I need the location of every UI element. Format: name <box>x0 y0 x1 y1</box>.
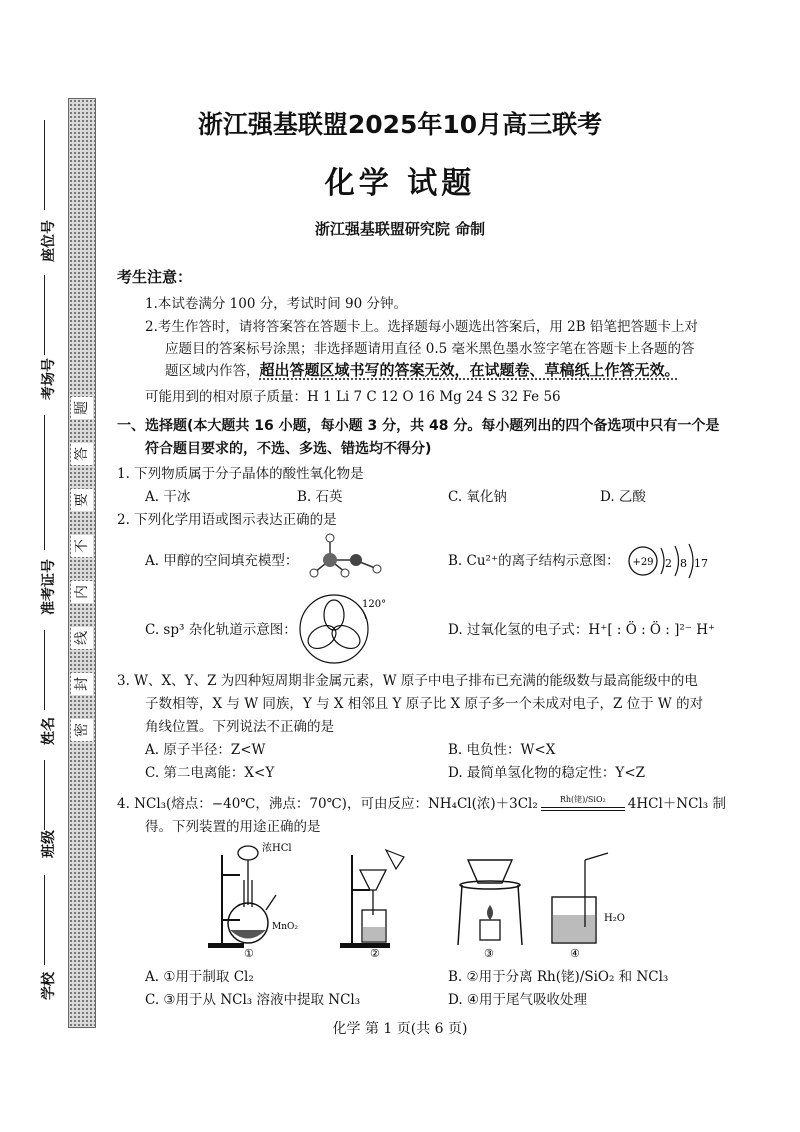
q3-option-d[interactable]: D. 最简单氢化物的稳定性：Y<Z <box>448 765 646 781</box>
q4-reaction-left: 4. NCl₃(熔点：−40℃，沸点：70℃)，可由反应：NH₄Cl(浓)＋3Cl₂ <box>117 796 538 812</box>
q3-stem-line-1: 3. W、X、Y、Z 为四种短周期非金属元素，W 原子中电子排布已充满的能级数与最高能级中的电 <box>117 673 698 689</box>
q1-option-a[interactable]: A. 干冰 <box>145 489 191 505</box>
q4-stem-line-2: 得。下列装置的用途正确的是 <box>145 819 321 835</box>
apparatus-4-absorption <box>552 853 625 960</box>
methanol-model-figure <box>300 530 390 585</box>
binding-char: 线 <box>71 627 93 649</box>
q2-option-c[interactable]: C. sp³ 杂化轨道示意图： <box>145 622 297 638</box>
section-1-heading-line-2: 符合题目要求的，不选、多选、错选均不得分) <box>145 441 432 457</box>
q1-option-d[interactable]: D. 乙酸 <box>600 489 646 505</box>
q3-stem-line-3: 角线位置。下列说法不正确的是 <box>145 719 334 735</box>
notice-heading: 考生注意： <box>117 268 193 286</box>
seat-number-label: 座位号 <box>41 220 57 262</box>
apparatus-2-number: ② <box>370 947 380 960</box>
apparatus-2-filtration <box>340 850 404 960</box>
q1-option-c[interactable]: C. 氧化钠 <box>448 489 507 505</box>
binding-char: 内 <box>71 581 93 603</box>
apparatus-3-evaporation <box>458 860 522 960</box>
q2-option-a[interactable]: A. 甲醇的空间填充模型： <box>145 553 299 569</box>
apparatus-4-number: ④ <box>570 947 580 960</box>
section-1-heading-line-1: 一、选择题(本大题共 16 小题，每小题 3 分，共 48 分。每小题列出的四个备选项中只有一个是 <box>117 418 720 434</box>
binding-char: 题 <box>71 397 93 419</box>
apparatus-1-number: ① <box>244 947 254 960</box>
exam-room-label: 考场号 <box>41 358 57 400</box>
cu-shell-1: 2 <box>665 557 672 570</box>
sp3-angle-label: 120° <box>362 599 387 610</box>
apparatus-1-mno2-label: MnO₂ <box>272 922 298 932</box>
q1-stem: 1. 下列物质属于分子晶体的酸性氧化物是 <box>117 466 364 482</box>
name-label: 姓名 <box>41 717 57 745</box>
q4-stem-line-1 <box>117 792 726 812</box>
q3-stem-line-2: 子数相等，X 与 W 同族，Y 与 X 相邻且 Y 原子比 X 原子多一个未成对电子，Z 位于 W 的对 <box>145 696 704 712</box>
q4-option-d[interactable]: D. ④用于尾气吸收处理 <box>448 992 588 1008</box>
q4-reaction-right: 4HCl＋NCl₃ 制 <box>627 796 726 812</box>
q4-option-c[interactable]: C. ③用于从 NCl₃ 溶液中提取 NCl₃ <box>145 992 361 1008</box>
notice-emphasis: 超出答题区域书写的答案无效，在试题卷、草稿纸上作答无效。 <box>259 361 680 379</box>
cu-shell-3: 17 <box>694 557 708 570</box>
q4-reaction-condition: Rh(铑)/SiO₂ <box>559 794 606 804</box>
q4-apparatus-figure <box>200 835 640 960</box>
page-footer: 化学 第 1 页(共 6 页) <box>332 1021 468 1037</box>
school-line[interactable] <box>44 875 45 965</box>
atomic-masses: 可能用到的相对原子质量：H 1 Li 7 C 12 O 16 Mg 24 S 32 Fe 56 <box>145 389 561 405</box>
q4-reaction-arrow <box>541 794 625 812</box>
admission-number-label: 准考证号 <box>41 559 57 615</box>
q4-option-a[interactable]: A. ①用于制取 Cl₂ <box>145 969 254 985</box>
subject-title: 化学 试题 <box>324 166 476 201</box>
class-line[interactable] <box>44 760 45 830</box>
q3-option-b[interactable]: B. 电负性：W<X <box>448 742 556 758</box>
sp3-orbital-figure <box>296 593 396 665</box>
notice-item-2-line-1: 2.考生作答时，请将答案答在答题卡上。选择题每小题选出答案后，用 2B 铅笔把答题卡上对 <box>145 319 698 335</box>
q3-option-c[interactable]: C. 第二电离能：X<Y <box>145 765 275 781</box>
binding-char: 密 <box>71 719 93 741</box>
notice-item-1: 1.本试卷满分 100 分，考试时间 90 分钟。 <box>145 296 407 312</box>
author-line: 浙江强基联盟研究院 命制 <box>314 220 486 238</box>
school-label: 学校 <box>41 972 57 1000</box>
exam-title: 浙江强基联盟2025年10月高三联考 <box>197 110 603 139</box>
notice-item-2-line-3 <box>165 359 680 380</box>
apparatus-4-water-label: H₂O <box>604 913 625 924</box>
notice-item-2-line-2: 应题目的答案标号涂黑；非选择题请用直径 0.5 毫米黑色墨水签字笔在答题卡上各题的答 <box>165 341 695 357</box>
binding-char: 不 <box>71 535 93 557</box>
exam-room-line[interactable] <box>44 275 45 355</box>
q4-option-b[interactable]: B. ②用于分离 Rh(铑)/SiO₂ 和 NCl₃ <box>448 969 669 985</box>
apparatus-1-conc-hcl-label: 浓HCl <box>262 843 292 854</box>
admission-number-line[interactable] <box>44 415 45 550</box>
binding-char: 封 <box>71 673 93 695</box>
binding-char: 答 <box>71 443 93 465</box>
name-line[interactable] <box>44 630 45 710</box>
cu-nucleus-charge: +29 <box>632 557 654 568</box>
apparatus-1-chlorine-generator <box>208 841 298 960</box>
cu-shell-2: 8 <box>680 557 687 570</box>
binding-char: 要 <box>71 489 93 511</box>
notice-plain-text: 题区域内作答， <box>165 363 260 379</box>
q2-stem: 2. 下列化学用语或图示表达正确的是 <box>117 512 337 528</box>
apparatus-3-number: ③ <box>484 947 494 960</box>
q2-option-d[interactable]: D. 过氧化氢的电子式：H⁺[ : Ö : Ö : ]²⁻ H⁺ <box>448 622 716 638</box>
q2-option-b[interactable]: B. Cu²⁺的离子结构示意图： <box>448 553 620 569</box>
q1-option-b[interactable]: B. 石英 <box>297 489 343 505</box>
cu-ion-structure-figure <box>625 540 715 582</box>
q3-option-a[interactable]: A. 原子半径：Z<W <box>145 742 266 758</box>
class-label: 班级 <box>41 830 57 858</box>
